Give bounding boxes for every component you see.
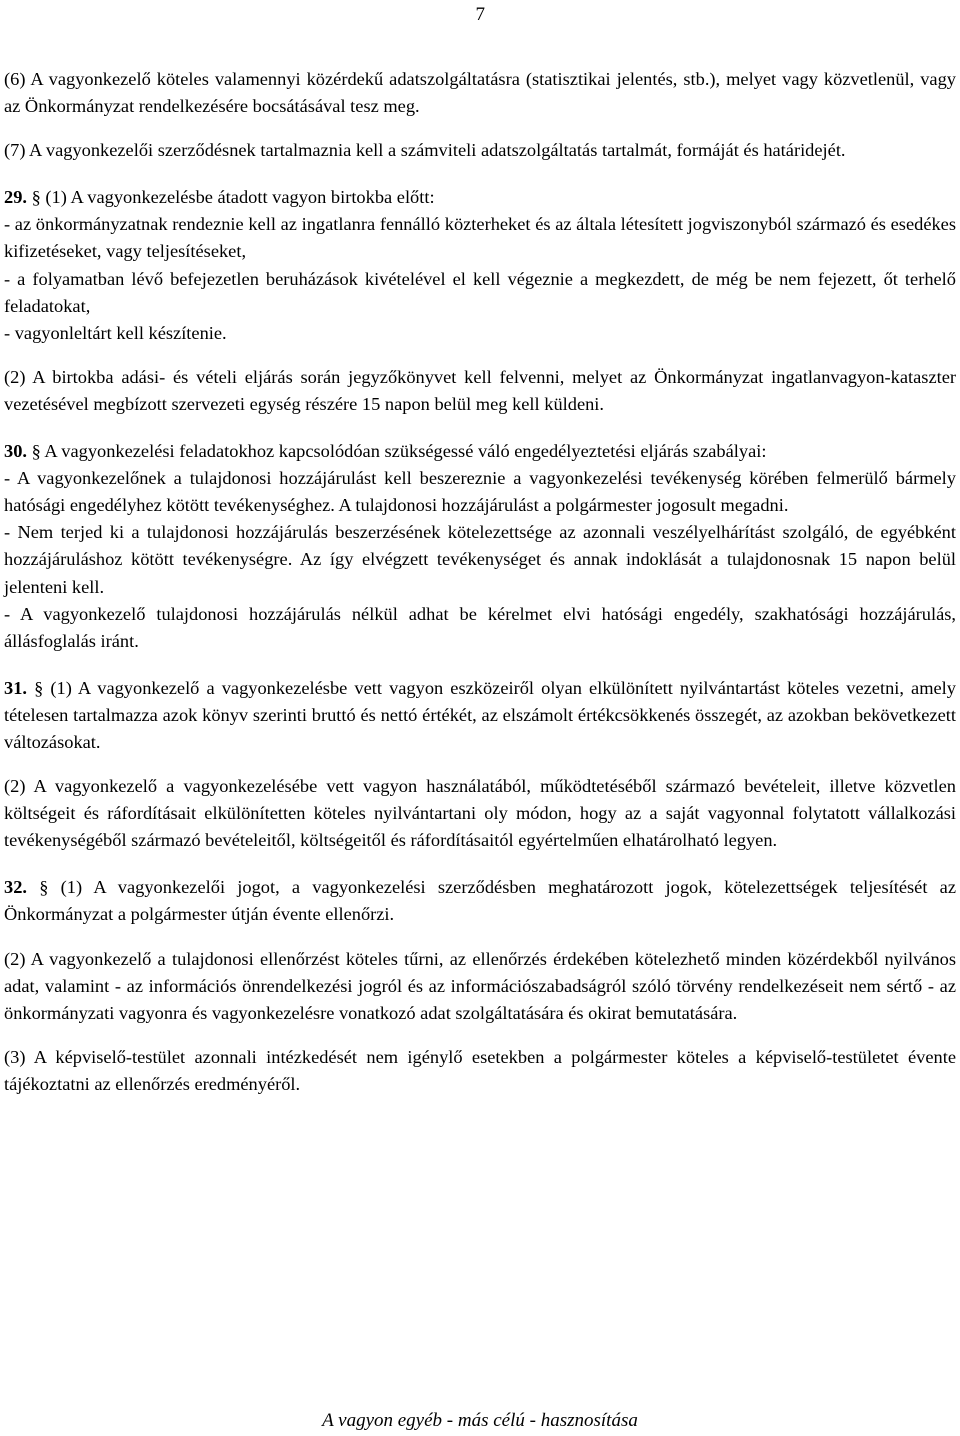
section-sign: § [31,187,41,208]
list-item: - az önkormányzatnak rendeznie kell az ingatlanra fennálló közterheket és az általa létesített jogviszonyból származó és esedékes kifizetéseket, vagy teljesítéseket, [4,214,956,262]
list-item: - A vagyonkezelő tulajdonosi hozzájárulás nélkül adhat be kérelmet elvi hatósági engedély, szakhatósági hozzájárulás, állásfoglalás iránt. [4,603,956,651]
paragraph-7: (7) A vagyonkezelői szerződésnek tartalmaznia kell a számviteli adatszolgáltatás tartalmát, formáját és határidejét. [4,140,846,161]
section-29-paragraph-2: (2) A birtokba adási- és vételi eljárás során jegyzőkönyvet kell felvenni, melyet az Önkormányzat ingatlanvagyon-kataszter vezetésével megbízott szervezeti egység részére 15 napon belül meg kell küldeni. [4,366,956,414]
list-item: - Nem terjed ki a tulajdonosi hozzájárulás beszerzésének kötelezettsége az azonnali veszélyelhárítást szolgáló, de egyébként hozzájáruláshoz kötött tevékenységre. Az így elvégzett tevékenységet és annak indoklását a tulajdonosnak 15 napon belül jelenteni kell. [4,522,956,597]
section-29-intro [4,184,956,211]
section-32-paragraph-3: (3) A képviselő-testület azonnali intézkedését nem igénylő esetekben a polgármester köteles a képviselő-testületet évente tájékoztatni az ellenőrzés eredményéről. [4,1046,956,1094]
list-item: - a folyamatban lévő befejezetlen beruházások kivételével el kell végeznie a megkezdett, de még be nem fejezett, őt terhelő feladatokat, [4,268,956,316]
paragraph-6: (6) A vagyonkezelő köteles valamennyi közérdekű adatszolgáltatásra (statisztikai jelentés, stb.), melyet vagy közvetlenül, vagy az Önkormányzat rendelkezésére bocsátásával tesz meg. [4,69,956,117]
section-31-paragraph-2: (2) A vagyonkezelő a vagyonkezelésébe vett vagyon használatából, működtetéséből származó bevételeit, illetve közvetlen költségeit és ráfordításait elkülönítetten köteles nyilvántartani oly módon, hogy az a saját vagyonnal folytatott vállalkozási tevékenységéből származó bevételeitől, költségeitől és ráfordításaitól egyértelműen elhatárolható legyen. [4,776,956,851]
document-body [4,66,956,1098]
section-number: 32. [4,877,27,898]
section-32-text: (1) A vagyonkezelői jogot, a vagyonkezelési szerződésben meghatározott jogok, kötelezettségek teljesítését az Önkormányzat a polgármester útján évente ellenőrzi. [4,877,956,925]
section-32-paragraph-2: (2) A vagyonkezelő a tulajdonosi ellenőrzést köteles tűrni, az ellenőrzés érdekében kötelezhető minden közérdekből nyilvános adat, valamint - az információs önrendelkezési jogról és az információszabadságról szóló törvény rendelkezéseit nem sértő - az önkormányzati vagyonra és vagyonkezelésre vonatkozó adat szolgáltatására és okirat bemutatására. [4,948,956,1023]
next-section-heading: A vagyon egyéb - más célú - hasznosítása [322,1410,638,1431]
section-sign: § [31,441,41,462]
section-sign: § [34,677,44,698]
list-item: - vagyonleltárt kell készítenie. [4,322,227,343]
page-number: 7 [475,4,485,25]
section-sign: § [39,877,49,898]
section-30-intro [4,438,956,465]
section-31-text: (1) A vagyonkezelő a vagyonkezelésbe vett vagyon eszközeiről olyan elkülönített nyilvántartást köteles vezetni, amely tételesen tartalmazza azok könyv szerinti bruttó és nettó értékét, az elszámolt értékcsökkenés összegét, az azokban bekövetkezett változásokat. [4,677,956,752]
section-30-text: A vagyonkezelési feladatokhoz kapcsolódóan szükségessé váló engedélyeztetési eljárás szabályai: [44,441,767,462]
section-29-text: (1) A vagyonkezelésbe átadott vagyon birtokba előtt: [45,187,435,208]
section-32-paragraph-1 [4,874,956,928]
list-item: - A vagyonkezelőnek a tulajdonosi hozzájárulást kell beszereznie a vagyonkezelési tevékenység körében felmerülő bármely hatósági engedélyhez kötött tevékenységhez. A tulajdonosi hozzájárulást a polgármester jogosult megadni. [4,468,956,516]
section-number: 30. [4,441,27,462]
section-number: 31. [4,677,27,698]
section-31-paragraph-1 [4,675,956,756]
section-number: 29. [4,187,27,208]
